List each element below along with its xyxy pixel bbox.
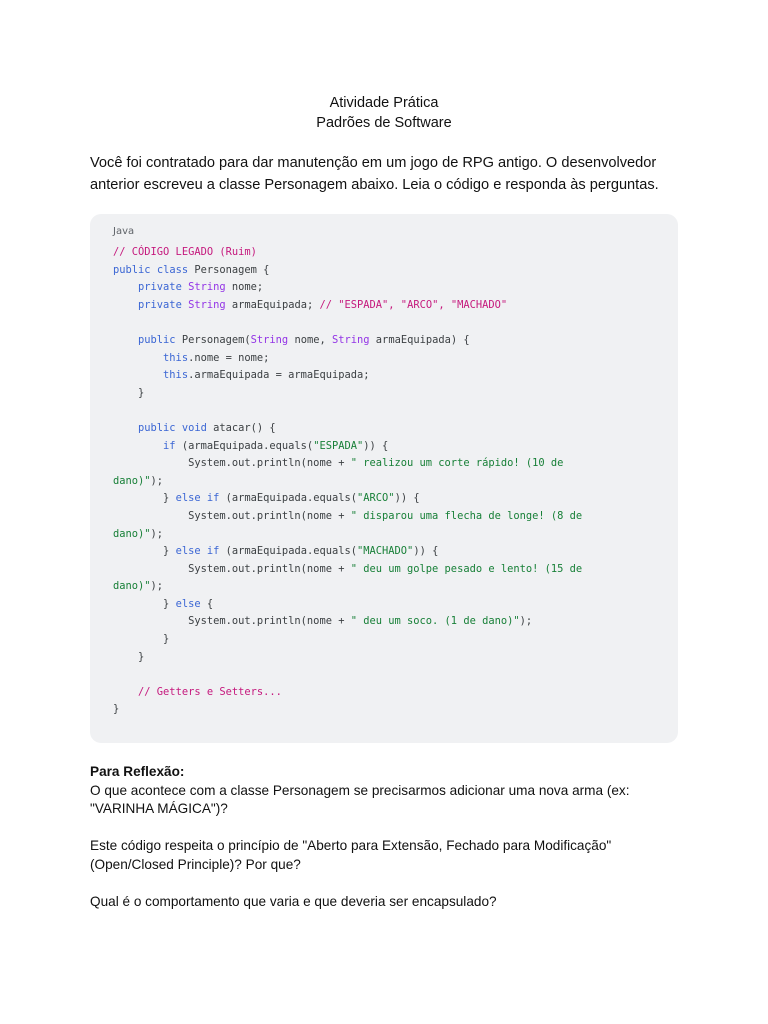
code-language-label: Java bbox=[113, 226, 135, 237]
code-token-kw: else bbox=[175, 597, 201, 610]
code-token: )) { bbox=[363, 439, 389, 452]
code-token: ); bbox=[150, 474, 164, 487]
code-token-kw: public bbox=[138, 333, 176, 346]
code-token: nome, bbox=[288, 333, 332, 346]
code-line bbox=[113, 334, 470, 346]
code-line bbox=[113, 545, 438, 557]
code-token: .nome = nome; bbox=[188, 351, 270, 364]
code-token: System.out.println(nome + bbox=[113, 615, 351, 628]
code-token-st: dano)" bbox=[113, 580, 151, 593]
code-line bbox=[113, 580, 163, 592]
code-token: ); bbox=[150, 580, 164, 593]
code-line bbox=[113, 457, 563, 469]
code-token-kw: public bbox=[113, 263, 151, 276]
code-line bbox=[113, 440, 388, 452]
code-token-st: dano)" bbox=[113, 474, 151, 487]
intro-paragraph: Você foi contratado para dar manutenção em um jogo de RPG antigo. O desenvolvedor anterior escreveu a classe Personagem abaixo. Leia o código e responda às perguntas. bbox=[90, 155, 659, 193]
code-line bbox=[113, 352, 269, 364]
code-token-kw: public bbox=[138, 421, 176, 434]
code-token-kw: if bbox=[206, 492, 220, 505]
code-line bbox=[113, 510, 582, 522]
code-token: )) { bbox=[413, 545, 439, 558]
code-token: Personagem( bbox=[175, 333, 251, 346]
code-token-kw: void bbox=[181, 421, 207, 434]
code-token-st: " disparou uma flecha de longe! (8 de bbox=[350, 509, 583, 522]
code-token bbox=[113, 422, 138, 434]
code-token: ); bbox=[150, 527, 164, 540]
code-token bbox=[113, 352, 163, 364]
code-token: } bbox=[113, 545, 176, 558]
code-token-st: "ESPADA" bbox=[313, 439, 364, 452]
code-token bbox=[113, 334, 138, 346]
code-token bbox=[113, 369, 163, 381]
code-token: } bbox=[113, 386, 145, 399]
code-token-kw: if bbox=[163, 439, 176, 452]
code-token: System.out.println(nome + bbox=[113, 457, 351, 470]
code-line bbox=[113, 369, 370, 381]
code-token: nome; bbox=[225, 281, 264, 294]
code-token-kw: class bbox=[156, 263, 189, 276]
code-line bbox=[113, 422, 276, 434]
code-token-kw: private bbox=[138, 298, 182, 311]
code-token-st: dano)" bbox=[113, 527, 151, 540]
code-token: System.out.println(nome + bbox=[113, 562, 351, 575]
code-token-st: " deu um soco. (1 de dano)" bbox=[350, 615, 520, 628]
code-token: (armaEquipada.equals( bbox=[219, 545, 358, 558]
code-token: { bbox=[200, 597, 214, 610]
code-line bbox=[113, 598, 213, 610]
code-token: } bbox=[113, 633, 170, 646]
code-token bbox=[113, 299, 138, 311]
code-line bbox=[113, 299, 507, 311]
code-token bbox=[113, 281, 138, 293]
code-token-kw: if bbox=[206, 545, 220, 558]
code-line bbox=[113, 703, 119, 715]
code-token-ty: String bbox=[250, 333, 289, 346]
code-token-ty: String bbox=[332, 333, 370, 346]
code-token bbox=[113, 440, 163, 452]
code-token-cm: // Getters e Setters... bbox=[138, 685, 282, 698]
code-block bbox=[90, 214, 678, 743]
code-line bbox=[113, 246, 257, 258]
code-token: } bbox=[113, 703, 120, 716]
code-token: System.out.println(nome + bbox=[113, 509, 351, 522]
code-token-kw: private bbox=[138, 281, 182, 294]
code-token-st: " deu um golpe pesado e lento! (15 de bbox=[350, 562, 583, 575]
document-subtitle: Padrões de Software bbox=[316, 115, 452, 131]
reflection-question-1-paragraph bbox=[90, 763, 690, 819]
code-token-kw: this bbox=[163, 369, 189, 382]
reflection-section bbox=[90, 763, 690, 930]
code-token: )) { bbox=[394, 492, 420, 505]
code-token-ty: String bbox=[188, 281, 226, 294]
code-token-kw: else bbox=[175, 492, 201, 505]
code-token-st: "MACHADO" bbox=[357, 545, 414, 558]
code-token-kw: else bbox=[175, 545, 201, 558]
code-token-ty: String bbox=[188, 298, 226, 311]
code-token: } bbox=[113, 597, 176, 610]
code-token: (armaEquipada.equals( bbox=[219, 492, 358, 505]
code-token-st: "ARCO" bbox=[357, 492, 395, 505]
code-line bbox=[113, 492, 420, 504]
reflection-question-3: Qual é o comportamento que varia e que deveria ser encapsulado? bbox=[90, 893, 497, 909]
code-token-kw: this bbox=[163, 351, 189, 364]
code-token: Personagem { bbox=[188, 263, 270, 276]
code-token: ); bbox=[519, 615, 533, 628]
code-token-st: " realizou um corte rápido! (10 de bbox=[350, 457, 564, 470]
code-line bbox=[113, 387, 144, 399]
code-line bbox=[113, 281, 263, 293]
code-line bbox=[113, 686, 282, 698]
code-line bbox=[113, 633, 169, 645]
code-token-cm: // CÓDIGO LEGADO (Ruim) bbox=[113, 246, 257, 258]
code-token: armaEquipada) { bbox=[369, 333, 470, 346]
reflection-heading: Para Reflexão: bbox=[90, 764, 185, 779]
code-token: armaEquipada; bbox=[225, 298, 320, 311]
code-token-cm: // "ESPADA", "ARCO", "MACHADO" bbox=[319, 298, 508, 311]
code-content[interactable] bbox=[113, 244, 582, 719]
document-header bbox=[0, 93, 768, 133]
document-title: Atividade Prática bbox=[329, 95, 439, 111]
code-line bbox=[113, 264, 269, 276]
code-token: .armaEquipada = armaEquipada; bbox=[188, 369, 370, 382]
code-token: (armaEquipada.equals( bbox=[175, 439, 314, 452]
code-token bbox=[113, 686, 138, 698]
code-token: atacar() { bbox=[206, 421, 276, 434]
code-line bbox=[113, 563, 582, 575]
code-line bbox=[113, 475, 163, 487]
code-token: } bbox=[113, 650, 145, 663]
code-token: } bbox=[113, 492, 176, 505]
code-line bbox=[113, 615, 532, 627]
code-line bbox=[113, 528, 163, 540]
code-line bbox=[113, 651, 144, 663]
reflection-question-2: Este código respeita o princípio de "Aberto para Extensão, Fechado para Modificação" (Open/Closed Principle)? Por que? bbox=[90, 838, 612, 872]
reflection-question-1: O que acontece com a classe Personagem se precisarmos adicionar uma nova arma (ex: "VARINHA MÁGICA")? bbox=[90, 782, 630, 816]
